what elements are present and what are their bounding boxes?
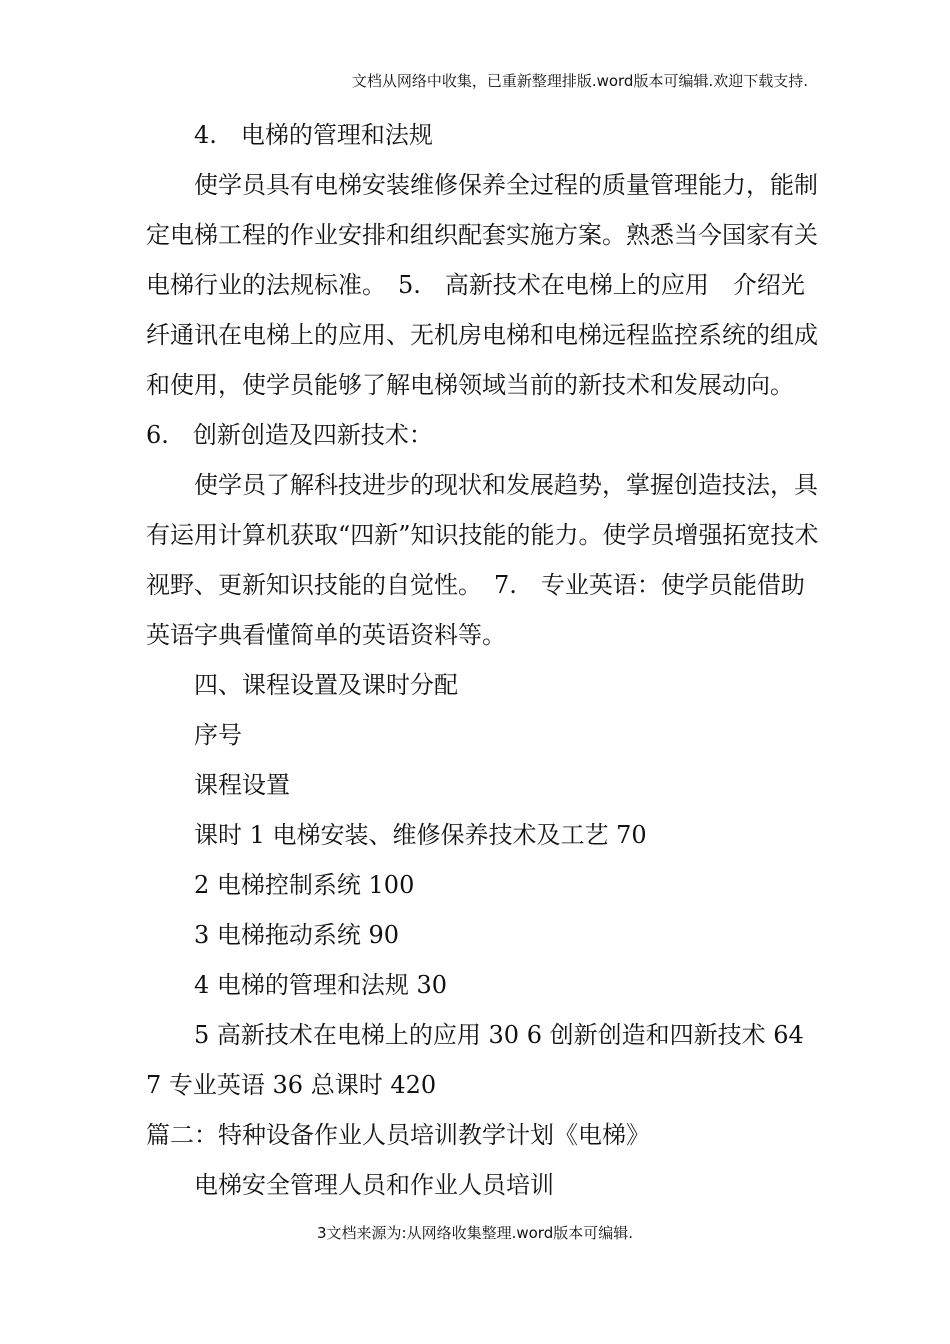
table-row: 2 电梯控制系统 100	[194, 871, 415, 899]
table-row: 4 电梯的管理和法规 30	[194, 971, 448, 999]
section-heading-4: 4. 电梯的管理和法规	[194, 121, 433, 149]
part-2-title: 篇二：特种设备作业人员培训教学计划《电梯》	[146, 1121, 650, 1149]
page-header: 文档从网络中收集，已重新整理排版.word版本可编辑.欢迎下载支持.	[351, 72, 808, 90]
table-row: 课时 1 电梯安装、维修保养技术及工艺 70	[194, 821, 647, 849]
paragraph-management-and-tech: 使学员具有电梯安装维修保养全过程的质量管理能力，能制定电梯工程的作业安排和组织配套实施方案。熟悉当今国家有关电梯行业的法规标准。 5. 高新技术在电梯上的应用 介绍光纤通讯在电梯上的应用、无机房电梯和电梯远程监控系统的组成和使用，使学员能够了解电梯领域当前的新技术和发展动向。 6. 创新创造及四新技术：	[146, 171, 818, 449]
table-header-course: 课程设置	[194, 771, 290, 799]
document-body	[146, 110, 822, 1210]
section-course-allocation-title: 四、课程设置及课时分配	[194, 671, 458, 699]
paragraph-innovation-and-english: 使学员了解科技进步的现状和发展趋势，掌握创造技法，具有运用计算机获取“四新”知识技能的能力。使学员增强拓宽技术视野、更新知识技能的自觉性。 7. 专业英语：使学员能借助英语字典看懂简单的英语资料等。	[146, 471, 819, 649]
table-row: 3 电梯拖动系统 90	[194, 921, 400, 949]
table-row-total: 5 高新技术在电梯上的应用 30 6 创新创造和四新技术 64 7 专业英语 36 总课时 420	[146, 1021, 804, 1099]
page-footer: 3文档来源为:从网络收集整理.word版本可编辑.	[316, 1224, 633, 1242]
table-header-index: 序号	[194, 721, 242, 749]
part-2-subtitle: 电梯安全管理人员和作业人员培训	[194, 1171, 554, 1199]
